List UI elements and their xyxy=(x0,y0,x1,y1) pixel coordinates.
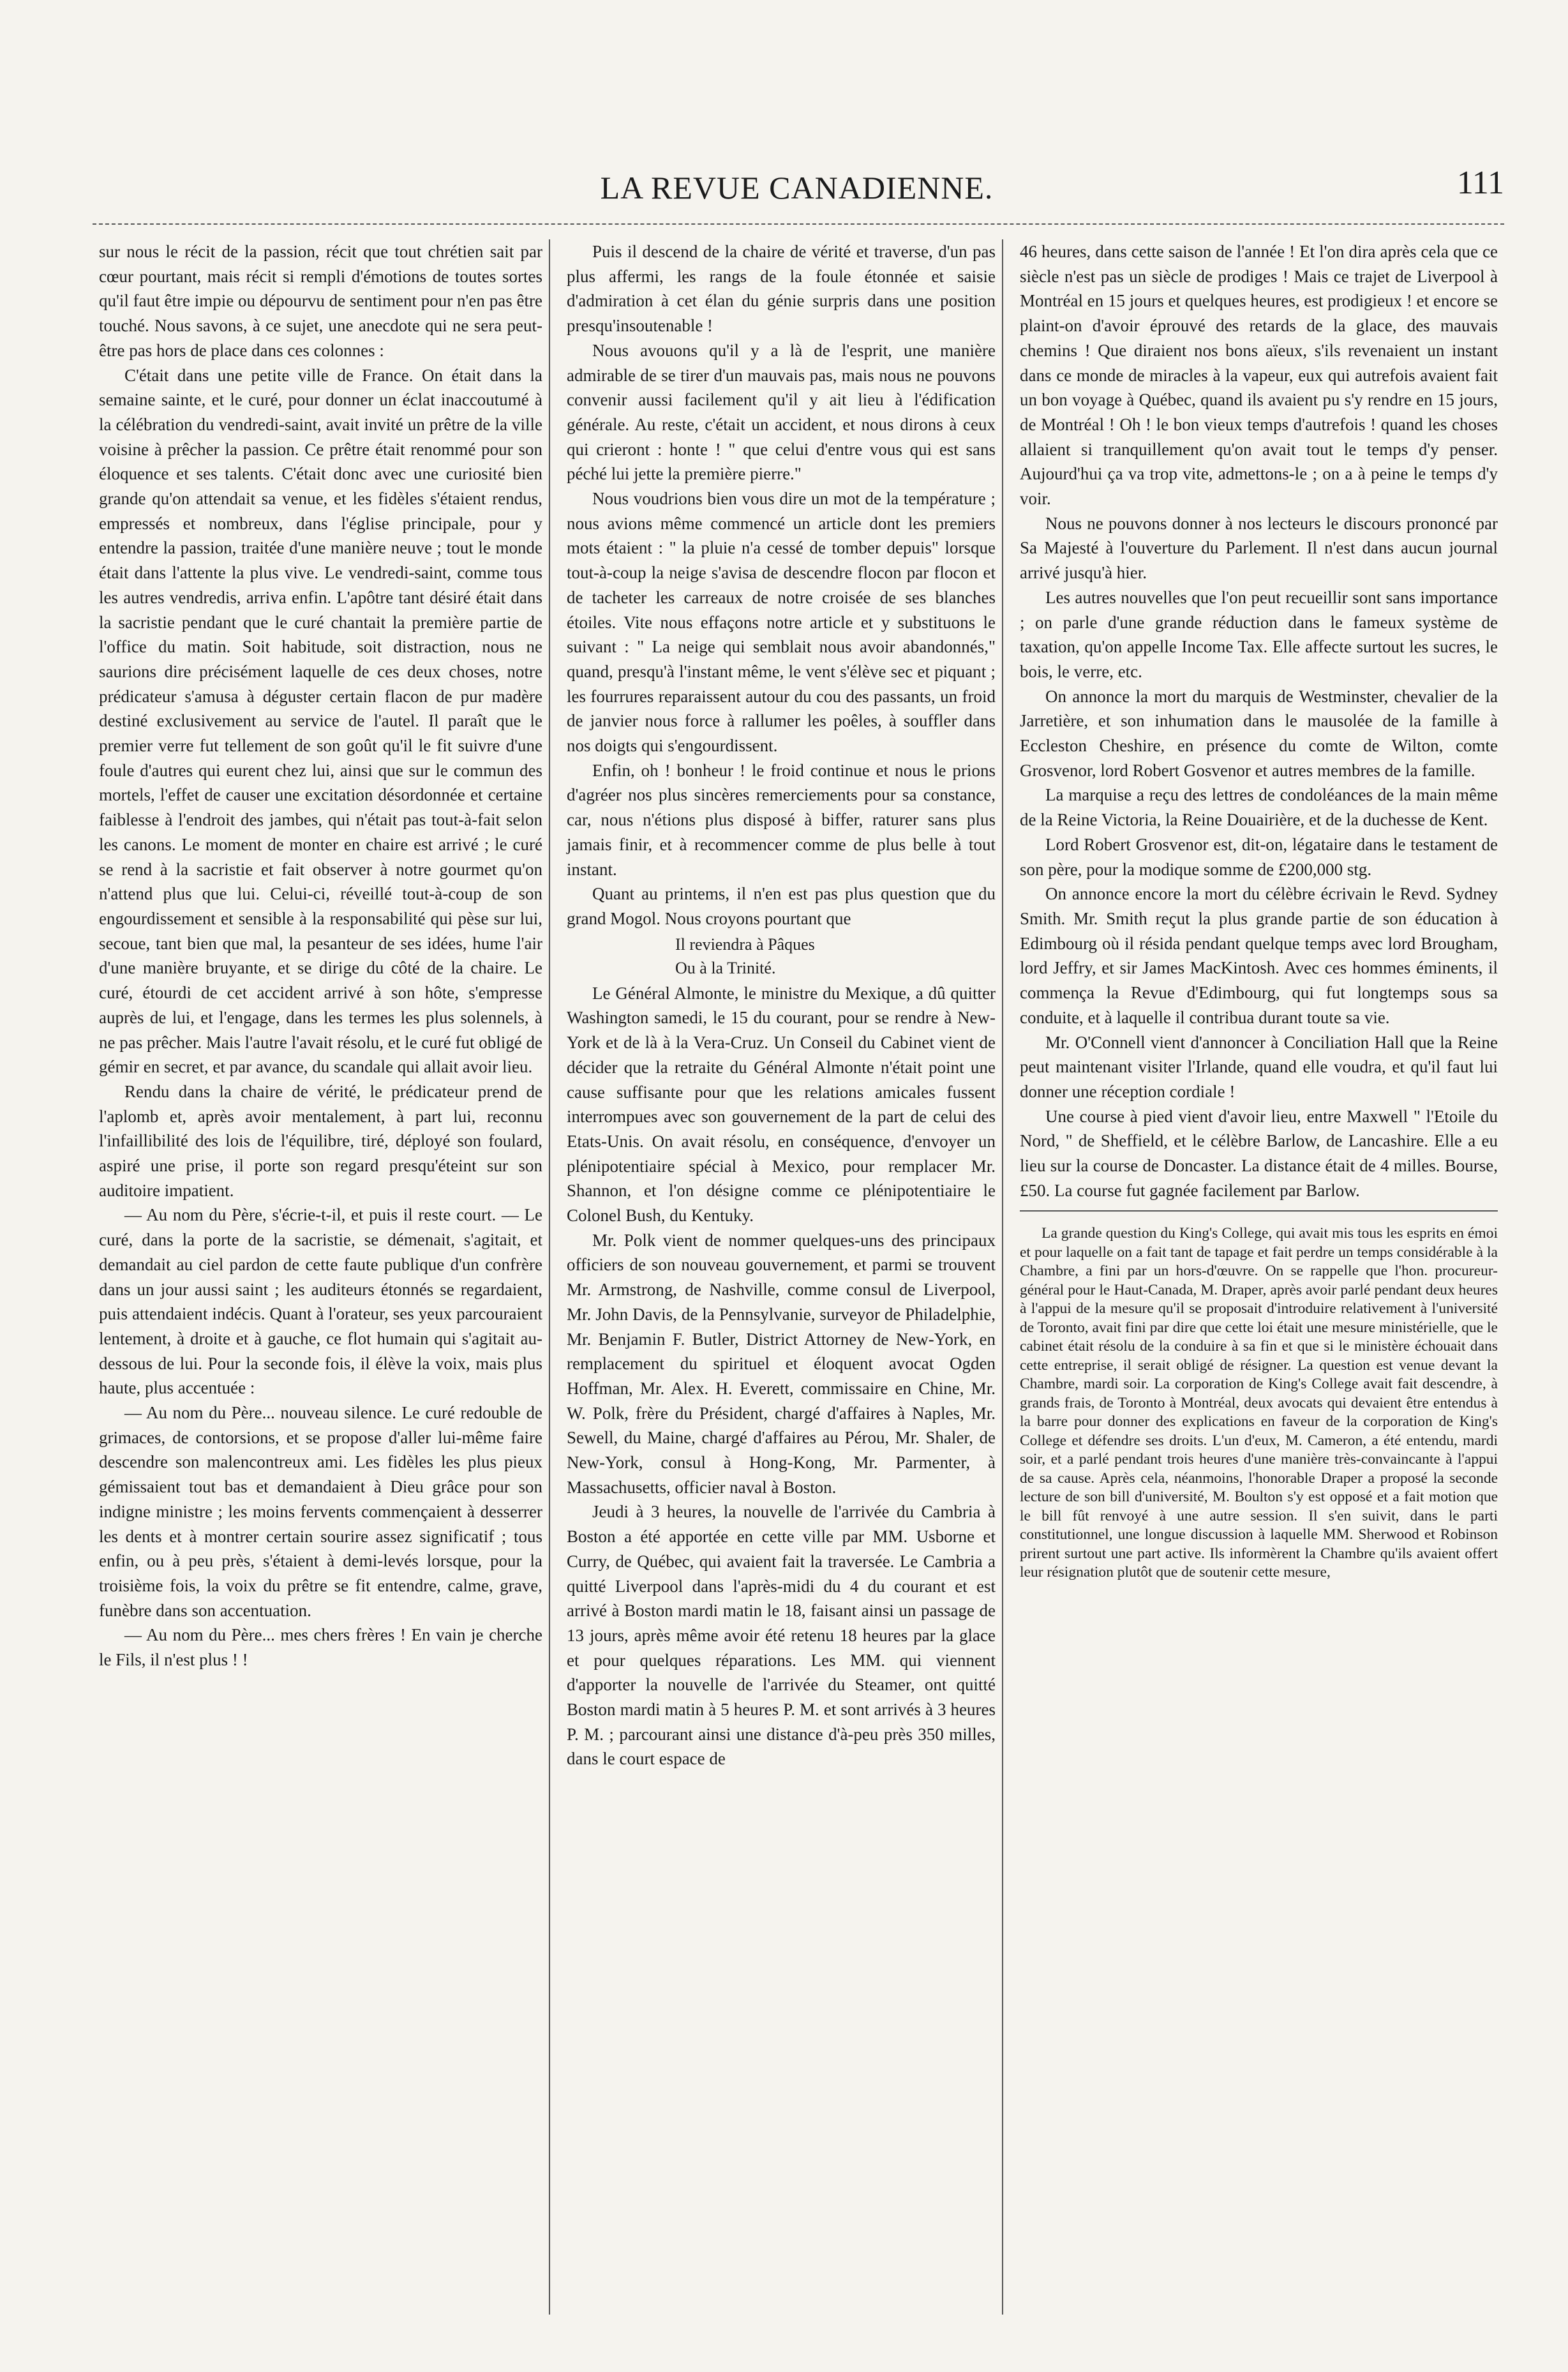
verse-line: Il reviendra à Pâques xyxy=(675,935,815,954)
paragraph: Nous ne pouvons donner à nos lecteurs le discours prononcé par Sa Majesté à l'ouverture du Parlement. Il n'est dans aucun journal arrivé jusqu'à hier. xyxy=(1020,513,1498,583)
paragraph: C'était dans une petite ville de France. On était dans la semaine sainte, et le curé, pour donner un éclat inaccoutumé à la célébration du vendredi-saint, avait invité un prêtre de la ville voisine à prêcher la passion. Ce prêtre était renommé pour son éloquence et ses talents. C'était donc avec une curiosité bien grande qu'on attendait sa venue, et les fidèles s'étaient rendus, empressés et nombreux, dans l'église principale, pour y entendre la passion, traitée d'une manière neuve ; tout le monde était dans l'attente la plus vive. Le vendredi-saint, comme tous les autres vendredis, arriva enfin. L'apôtre tant désiré était dans la sacristie pendant que le curé chantait la première partie de l'office du matin. Soit habitude, soit distraction, nous ne saurions dire précisément laquelle de ces deux choses, notre prédicateur s'amusa à déguster certain flacon de pur madère destiné exclusivement au service de l'autel. Il paraît que le premier verre fut tellement de son goût qu'il le fit suivre d'une foule d'autres qui eurent chez lui, ainsi que sur le commun des mortels, l'effet de causer une excitation désordonnée et certaine faiblesse à l'endroit des jambes, qui n'était pas tout-à-fait selon les canons. Le moment de monter en chaire est arrivé ; le curé se rend à la sacristie et fait observer à notre gourmet qu'on n'attend plus que lui. Celui-ci, réveillé tout-à-coup de son engourdissement et sensible à la responsabilité qui pèse sur lui, secoue, tant bien que mal, la pesanteur de ses idées, hume l'air d'une manière bruyante, et se dirige du côté de la chaire. Le curé, étourdi de cet accident arrivé à son hôte, s'empresse auprès de lui, et l'engage, dans les termes les plus solennels, à ne pas prêcher. Mais l'autre l'avait résolu, et le curé fut obligé de gémir en secret, et par avance, du scandale qui allait avoir lieu. xyxy=(99,365,542,1077)
paragraph: sur nous le récit de la passion, récit que tout chrétien sait par cœur pourtant, mais récit si rempli d'émotions de toutes sortes qu'il faut être impie ou dépourvu de sentiment pour n'en pas être touché. Nous savons, à ce sujet, une anecdote qui ne sera peut-être pas hors de place dans ces colonnes : xyxy=(99,242,542,360)
paragraph: Quant au printems, il n'en est pas plus question que du grand Mogol. Nous croyons pourtant que xyxy=(567,884,996,928)
column-1 xyxy=(93,239,549,2315)
paragraph: Enfin, oh ! bonheur ! le froid continue et nous le prions d'agréer nos plus sincères remerciements pour sa constance, car, nous n'étions plus disposé à biffer, raturer sans plus jamais finir, et à recommencer comme de plus belle à tout instant. xyxy=(567,760,996,879)
paragraph: Le Général Almonte, le ministre du Mexique, a dû quitter Washington samedi, le 15 du courant, pour se rendre à New-York et de là à la Vera-Cruz. Un Conseil du Cabinet vient de décider que la retraite du Général Almonte n'était point une cause suffisante pour que les relations amicales fussent interrompues avec son gouvernement de la part de celui des Etats-Unis. On avait résolu, en conséquence, d'envoyer un plénipotentiaire spécial à Mexico, pour remplacer Mr. Shannon, et l'on désigne comme ce plénipotentiaire le Colonel Bush, du Kentuky. xyxy=(567,983,996,1226)
paragraph: 46 heures, dans cette saison de l'année ! Et l'on dira après cela que ce siècle n'est pas un siècle de prodiges ! Mais ce trajet de Liverpool à Montréal en 15 jours et quelques heures, est prodigieux ! et encore se plaint-on d'avoir éprouvé des retards de la glace, des mauvais chemins ! Que diraient nos bons aïeux, s'ils revenaient un instant dans ce monde de miracles à la vapeur, eux qui autrefois avaient fait un bon voyage à Québec, quand ils avaient pu s'y rendre en 15 jours, de Montréal ! Oh ! le bon vieux temps d'autrefois ! quand les choses allaient si tranquillement qu'on avait tout le temps d'y penser. Aujourd'hui ça va trop vite, admettons-le ; on a à peine le temps d'y voir. xyxy=(1020,242,1498,509)
paragraph: On annonce encore la mort du célèbre écrivain le Revd. Sydney Smith. Mr. Smith reçut la plus grande partie de son éducation à Edimbourg où il résida pendant quelque temps avec lord Brougham, lord Jeffry, et sir James MacKintosh. Avec ces hommes éminents, il commença la Revue d'Edimbourg, qui fut longtemps sous sa conduite, et à laquelle il contribua durant toute sa vie. xyxy=(1020,884,1498,1027)
column-3 xyxy=(1002,239,1504,2315)
paragraph: — Au nom du Père... nouveau silence. Le curé redouble de grimaces, de contorsions, et se propose d'aller lui-même faire descendre son malencontreux ami. Les fidèles les plus pieux gémissaient tout bas et demandaient à Dieu grâce pour son indigne ministre ; les moins fervents commençaient à desserrer les dents et à montrer certain sourire assez significatif ; tous enfin, ou à peu près, s'étaient à demi-levés lorsque, pour la troisième fois, la voix du prêtre se fit entendre, calme, grave, funèbre dans son accentuation. xyxy=(99,1403,542,1620)
paragraph: La marquise a reçu des lettres de condoléances de la main même de la Reine Victoria, la Reine Douairière, et de la duchesse de Kent. xyxy=(1020,785,1498,830)
paragraph: Nous avouons qu'il y a là de l'esprit, une manière admirable de se tirer d'un mauvais pas, mais nous ne pouvons convenir aussi facilement qu'il y ait lieu à l'édification générale. Au reste, c'était un accident, et nous dirons à ceux qui crieront : honte ! " que celui d'entre vous qui est sans péché lui jette la première pierre." xyxy=(567,340,996,484)
paragraph: Mr. O'Connell vient d'annoncer à Conciliation Hall que la Reine peut maintenant visiter l'Irlande, quand elle voudra, et qu'il faut lui donner une réception cordiale ! xyxy=(1020,1032,1498,1101)
paragraph: Nous voudrions bien vous dire un mot de la température ; nous avions même commencé un article dont les premiers mots étaient : " la pluie n'a cessé de tomber depuis" lorsque tout-à-coup la neige s'avisa de descendre flocon par flocon et de tacheter les carreaux de notre croisée de ses blanches étoiles. Vite nous effaçons notre article et y substituons le suivant : " La neige qui semblait nous avoir abandonnés," quand, presqu'à l'instant même, le vent s'élève sec et piquant ; les fourrures reparaissent autour du cou des passants, un froid de janvier nous force à rallumer les poêles, à souffler dans nos doigts qui s'engourdissent. xyxy=(567,489,996,756)
verse-line: Ou à la Trinité. xyxy=(675,958,776,977)
paragraph: Lord Robert Grosvenor est, dit-on, légataire dans le testament de son père, pour la modique somme de £200,000 stg. xyxy=(1020,834,1498,879)
running-title: LA REVUE CANADIENNE. xyxy=(600,170,994,206)
paragraph: Rendu dans la chaire de vérité, le prédicateur prend de l'aplomb et, après avoir mentalement, à part lui, reconnu l'infaillibilité des lois de l'équilibre, tiré, déployé son foulard, aspiré une prise, il porte son regard presqu'éteint sur son auditoire impatient. xyxy=(99,1081,542,1200)
page-number: 111 xyxy=(1456,165,1504,201)
section-divider xyxy=(1020,1210,1498,1212)
paragraph: On annonce la mort du marquis de Westminster, chevalier de la Jarretière, et son inhumation dans le mausolée de la famille à Eccleston Cheshire, en présence du comte de Wilton, comte Grosvenor, lord Robert Gosvenor et autres membres de la famille. xyxy=(1020,686,1498,780)
paragraph: Puis il descend de la chaire de vérité et traverse, d'un pas plus affermi, les rangs de la foule étonnée et saisie d'admiration à cet élan du génie surpris dans une position presqu'insoutenable ! xyxy=(567,242,996,336)
page-header xyxy=(89,156,1504,214)
paragraph: — Au nom du Père, s'écrie-t-il, et puis il reste court. — Le curé, dans la porte de la sacristie, se démenait, s'agitait, et demandait au ciel pardon de cette faute publique d'un confrère dans un jour aussi saint ; les auditeurs étonnés se regardaient, puis attendaient indécis. Quant à l'orateur, ses yeux parcouraient lentement, à droite et à gauche, ce flot humain qui s'agitait au-dessous de lui. Pour la seconde fois, il élève la voix, mais plus haute, plus accentuée : xyxy=(99,1205,542,1398)
paragraph: Les autres nouvelles que l'on peut recueillir sont sans importance ; on parle d'une grande réduction dans le fameux système de taxation, qu'on appelle Income Tax. Elle affecte surtout les sucres, le bois, le verre, etc. xyxy=(1020,587,1498,681)
paragraph: Une course à pied vient d'avoir lieu, entre Maxwell " l'Etoile du Nord, " de Sheffield, et le célèbre Barlow, de Lancashire. Elle a eu lieu sur la course de Doncaster. La distance était de 4 milles. Bourse, £50. La course fut gagnée facilement par Barlow. xyxy=(1020,1106,1498,1200)
paragraph: — Au nom du Père... mes chers frères ! En vain je cherche le Fils, il n'est plus ! ! xyxy=(99,1625,542,1670)
paragraph: Jeudi à 3 heures, la nouvelle de l'arrivée du Cambria à Boston a été apportée en cette ville par MM. Usborne et Curry, de Québec, qui avaient fait la traversée. Le Cambria a quitté Liverpool dans l'après-midi du 4 du courant et est arrivé à Boston mardi matin le 18, faisant ainsi un passage de 13 jours, après même avoir été retenu 18 heures par la glace et pour quelques réparations. Les MM. qui viennent d'apporter la nouvelle de l'arrivée du Steamer, ont quitté Boston mardi matin à 5 heures P. M. et sont arrivés à 3 heures P. M. ; parcourant ainsi une distance d'à-peu près 350 milles, dans le court espace de xyxy=(567,1502,996,1769)
small-print-paragraph: La grande question du King's College, qui avait mis tous les esprits en émoi et pour laquelle on a fait tant de tapage et fait perdre un temps considérable à la Chambre, a fini par un hors-d'œuvre. On se rappelle que l'hon. procureur-général pour le Haut-Canada, M. Draper, après avoir parlé pendant deux heures à l'appui de la mesure qu'il se proposait d'introduire relativement à l'université de Toronto, avait fini par dire que cette loi était une mesure ministérielle, que le cabinet était résolu de la conduire à sa fin et que si le ministère échouait dans cette entreprise, il serait obligé de résigner. La question est venue devant la Chambre, mardi soir. La corporation de King's College avait fait descendre, à grands frais, de Toronto à Montréal, deux avocats qui devaient être entendus à la barre pour donner des explications en faveur de la corporation de King's College et défendre ses droits. L'un d'eux, M. Cameron, a été entendu, mardi soir, et a parlé pendant trois heures d'une manière très-convaincante à l'appui de sa cause. Après cela, néanmoins, l'honorable Draper a proposé la seconde lecture de son bill d'université, M. Boulton s'y est opposé et a fait motion que le bill fût renvoyé à une autre session. Il s'en suivit, dans le parti constitutionnel, une longue discussion à laquelle MM. Sherwood et Robinson prirent surtout une part active. Ils informèrent la Chambre qu'ils avaient offert leur résignation plutôt que de soutenir cette mesure, xyxy=(1020,1225,1498,1581)
column-2 xyxy=(549,239,1002,2315)
header-rule xyxy=(93,223,1504,225)
paragraph: Mr. Polk vient de nommer quelques-uns des principaux officiers de son nouveau gouvernement, et parmi se trouvent Mr. Armstrong, de Nashville, comme consul de Liverpool, Mr. John Davis, de la Pennsylvanie, surveyor de Philadelphie, Mr. Benjamin F. Butler, District Attorney de New-York, en remplacement du spirituel et éloquent avocat Ogden Hoffman, Mr. Alex. H. Everett, commissaire en Chine, Mr. W. Polk, frère du Président, chargé d'affaires à Naples, Mr. Sewell, du Maine, chargé d'affaires au Pérou, Mr. Shaler, de New-York, consul à Hong-Kong, Mr. Parmenter, à Massachusetts, officier naval à Boston. xyxy=(567,1230,996,1497)
text-columns xyxy=(93,239,1504,2315)
